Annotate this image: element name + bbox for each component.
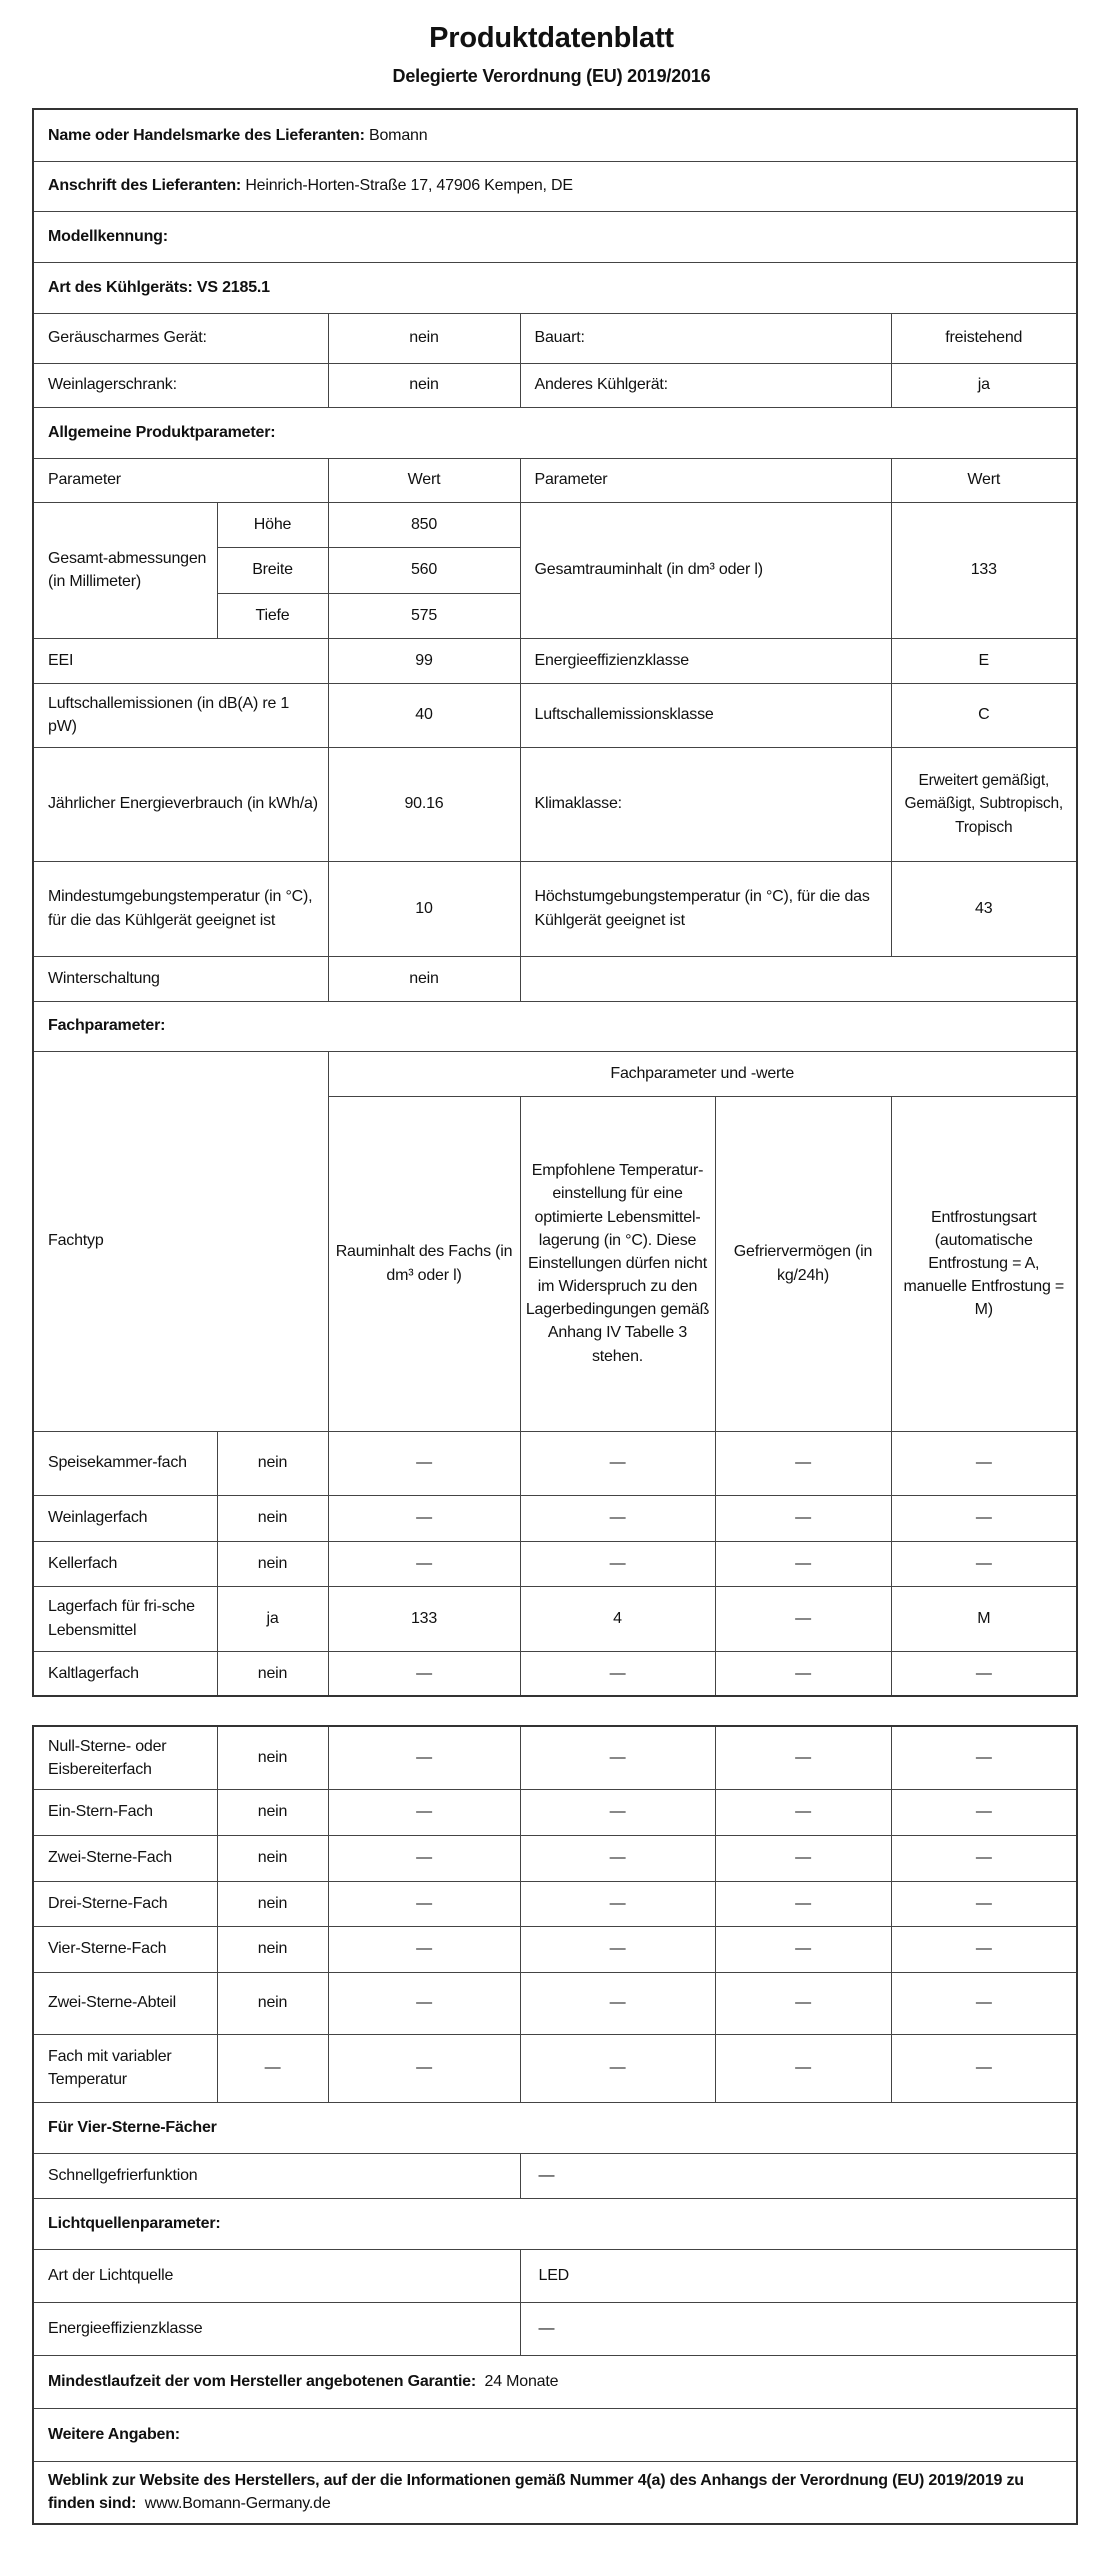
col-header-freezing: Gefriervermögen (in kg/24h) xyxy=(715,1096,891,1431)
compartment-freeze: — xyxy=(715,1541,891,1586)
compartment-temp: — xyxy=(520,1789,715,1835)
compartment-defrost: — xyxy=(891,1926,1077,1972)
product-data-table-2 xyxy=(32,1725,1078,2525)
design-value: freistehend xyxy=(891,313,1077,363)
compartment-row xyxy=(33,1651,1077,1696)
compartment-volume: — xyxy=(328,1789,520,1835)
supplier-address-value: Heinrich-Horten-Straße 17, 47906 Kempen, DE xyxy=(245,177,573,195)
compartment-present: nein xyxy=(217,1726,328,1789)
supplier-name-value: Bomann xyxy=(369,126,428,144)
fast-freeze-value: — xyxy=(520,2153,1077,2198)
compartment-volume: — xyxy=(328,1431,520,1495)
compartment-present: — xyxy=(217,2034,328,2102)
compartment-volume: — xyxy=(328,1541,520,1586)
compartment-freeze: — xyxy=(715,2034,891,2102)
weblink-label: Weblink zur Website des Herstellers, auf der die Informationen gemäß Nummer 4(a) des Anhangs der Verordnung (EU) 2019/2019 zu finden sind: xyxy=(48,2472,1024,2513)
compartment-row xyxy=(33,1789,1077,1835)
compartment-row xyxy=(33,1586,1077,1651)
compartment-row xyxy=(33,1926,1077,1972)
compartment-present: nein xyxy=(217,1495,328,1541)
warranty-value: 24 Monate xyxy=(484,2372,559,2390)
other-device-value: ja xyxy=(891,363,1077,407)
light-type-value: LED xyxy=(520,2249,1077,2302)
page-title: Produktdatenblatt xyxy=(429,22,674,54)
compartment-present: nein xyxy=(217,1541,328,1586)
compartment-present: nein xyxy=(217,1651,328,1696)
compartment-name: Kaltlagerfach xyxy=(33,1651,217,1696)
light-class-label: Energieeffizienzklasse xyxy=(33,2302,520,2355)
width-label: Breite xyxy=(217,547,328,593)
other-device-label: Anderes Kühlgerät: xyxy=(520,363,891,407)
col-header-volume: Rauminhalt des Fachs (in dm³ oder l) xyxy=(328,1096,520,1431)
product-data-table xyxy=(32,108,1078,1697)
eei-value: 99 xyxy=(328,638,520,683)
compartment-defrost: — xyxy=(891,1541,1077,1586)
energy-consumption-label: Jährlicher Energieverbrauch (in kWh/a) xyxy=(33,747,328,861)
compartment-name: Kellerfach xyxy=(33,1541,217,1586)
low-noise-label: Geräuscharmes Gerät: xyxy=(33,313,328,363)
device-type-value: VS 2185.1 xyxy=(196,278,270,296)
noise-value: 40 xyxy=(328,683,520,747)
compartment-volume: — xyxy=(328,1972,520,2034)
compartment-defrost: — xyxy=(891,1789,1077,1835)
compartment-volume: — xyxy=(328,1835,520,1881)
compartment-row xyxy=(33,1726,1077,1789)
wine-cabinet-value: nein xyxy=(328,363,520,407)
compartment-params-heading: Fachparameter: xyxy=(48,1017,166,1035)
compartment-temp: — xyxy=(520,1495,715,1541)
wine-cabinet-label: Weinlagerschrank: xyxy=(33,363,328,407)
col-header-temperature: Empfohlene Temperatur-einstellung für eine optimierte Lebensmittel-lagerung (in °C). Diese Einstellungen dürfen nicht im Widerspruch zu den Lagerbedingungen gemäß Anhang IV Tabelle 3 stehen. xyxy=(520,1096,715,1431)
low-noise-value: nein xyxy=(328,313,520,363)
compartment-temp: — xyxy=(520,1726,715,1789)
depth-value: 575 xyxy=(328,593,520,638)
compartment-freeze: — xyxy=(715,1726,891,1789)
compartment-name: Zwei-Sterne-Abteil xyxy=(33,1972,217,2034)
general-params-heading: Allgemeine Produktparameter: xyxy=(48,423,276,441)
compartment-name: Weinlagerfach xyxy=(33,1495,217,1541)
warranty-label: Mindestlaufzeit der vom Hersteller angebotenen Garantie: xyxy=(48,2372,477,2390)
compartment-freeze: — xyxy=(715,1789,891,1835)
compartment-present: nein xyxy=(217,1789,328,1835)
further-info-heading: Weitere Angaben: xyxy=(48,2425,180,2443)
compartment-temp: — xyxy=(520,1926,715,1972)
compartment-row xyxy=(33,1881,1077,1926)
compartment-volume: — xyxy=(328,1495,520,1541)
supplier-address-label: Anschrift des Lieferanten: xyxy=(48,177,242,195)
compartment-row xyxy=(33,2034,1077,2102)
compartment-freeze: — xyxy=(715,1881,891,1926)
compartment-temp: — xyxy=(520,1541,715,1586)
depth-label: Tiefe xyxy=(217,593,328,638)
weblink-value[interactable]: www.Bomann-Germany.de xyxy=(144,2495,331,2513)
supplier-name-row xyxy=(33,109,1077,161)
compartment-present: nein xyxy=(217,1881,328,1926)
compartment-name: Ein-Stern-Fach xyxy=(33,1789,217,1835)
compartment-freeze: — xyxy=(715,1972,891,2034)
compartment-defrost: — xyxy=(891,1835,1077,1881)
min-temp-value: 10 xyxy=(328,861,520,956)
design-label: Bauart: xyxy=(520,313,891,363)
climate-class-label: Klimaklasse: xyxy=(520,747,891,861)
compartment-freeze: — xyxy=(715,1431,891,1495)
model-id-label: Modellkennung: xyxy=(48,227,168,245)
compartment-freeze: — xyxy=(715,1495,891,1541)
compartment-row xyxy=(33,1972,1077,2034)
col-header-value: Wert xyxy=(328,458,520,502)
height-value: 850 xyxy=(328,502,520,547)
compartment-temp: 4 xyxy=(520,1586,715,1651)
device-type-label: Art des Kühlgeräts: xyxy=(48,278,193,296)
compartment-defrost: — xyxy=(891,1495,1077,1541)
noise-class-value: C xyxy=(891,683,1077,747)
compartment-volume: — xyxy=(328,1926,520,1972)
supplier-address-row xyxy=(33,161,1077,211)
compartment-name: Null-Sterne- oder Eisbereiterfach xyxy=(33,1726,217,1789)
compartment-row xyxy=(33,1541,1077,1586)
compartment-freeze: — xyxy=(715,1926,891,1972)
compartment-present: nein xyxy=(217,1835,328,1881)
noise-label: Luftschallemissionen (in dB(A) re 1 pW) xyxy=(33,683,328,747)
width-value: 560 xyxy=(328,547,520,593)
compartment-temp: — xyxy=(520,1835,715,1881)
compartment-name: Vier-Sterne-Fach xyxy=(33,1926,217,1972)
compartment-defrost: — xyxy=(891,1972,1077,2034)
total-volume-label: Gesamtrauminhalt (in dm³ oder l) xyxy=(520,502,891,638)
dimensions-label: Gesamt-abmessungen (in Millimeter) xyxy=(33,502,217,638)
winter-value: nein xyxy=(328,956,520,1001)
compartment-present: nein xyxy=(217,1972,328,2034)
compartment-type-header: Fachtyp xyxy=(33,1051,328,1431)
empty-cell xyxy=(520,956,1077,1001)
min-temp-label: Mindestumgebungstemperatur (in °C), für die das Kühlgerät geeignet ist xyxy=(33,861,328,956)
compartment-volume: 133 xyxy=(328,1586,520,1651)
compartment-row xyxy=(33,1835,1077,1881)
noise-class-label: Luftschallemissionsklasse xyxy=(520,683,891,747)
compartment-group-header: Fachparameter und -werte xyxy=(328,1051,1077,1096)
compartment-volume: — xyxy=(328,2034,520,2102)
light-type-label: Art der Lichtquelle xyxy=(33,2249,520,2302)
compartment-volume: — xyxy=(328,1651,520,1696)
max-temp-label: Höchstumgebungstemperatur (in °C), für die das Kühlgerät geeignet ist xyxy=(520,861,891,956)
compartment-defrost: M xyxy=(891,1586,1077,1651)
light-source-heading: Lichtquellenparameter: xyxy=(48,2214,221,2232)
four-star-heading: Für Vier-Sterne-Fächer xyxy=(48,2118,217,2136)
compartment-defrost: — xyxy=(891,2034,1077,2102)
page-subtitle: Delegierte Verordnung (EU) 2019/2016 xyxy=(392,66,711,86)
light-class-value: — xyxy=(520,2302,1077,2355)
winter-label: Winterschaltung xyxy=(33,956,328,1001)
compartment-row xyxy=(33,1495,1077,1541)
compartment-present: ja xyxy=(217,1586,328,1651)
compartment-defrost: — xyxy=(891,1651,1077,1696)
compartment-temp: — xyxy=(520,1651,715,1696)
total-volume-value: 133 xyxy=(891,502,1077,638)
compartment-name: Zwei-Sterne-Fach xyxy=(33,1835,217,1881)
compartment-volume: — xyxy=(328,1881,520,1926)
efficiency-class-value: E xyxy=(891,638,1077,683)
compartment-defrost: — xyxy=(891,1881,1077,1926)
compartment-temp: — xyxy=(520,2034,715,2102)
energy-consumption-value: 90.16 xyxy=(328,747,520,861)
efficiency-class-label: Energieeffizienzklasse xyxy=(520,638,891,683)
compartment-freeze: — xyxy=(715,1651,891,1696)
eei-label: EEI xyxy=(33,638,328,683)
fast-freeze-label: Schnellgefrierfunktion xyxy=(33,2153,520,2198)
compartment-freeze: — xyxy=(715,1835,891,1881)
height-label: Höhe xyxy=(217,502,328,547)
compartment-present: nein xyxy=(217,1431,328,1495)
max-temp-value: 43 xyxy=(891,861,1077,956)
compartment-row xyxy=(33,1431,1077,1495)
compartment-name: Speisekammer-fach xyxy=(33,1431,217,1495)
col-header-parameter-2: Parameter xyxy=(520,458,891,502)
compartment-temp: — xyxy=(520,1972,715,2034)
compartment-temp: — xyxy=(520,1431,715,1495)
compartment-freeze: — xyxy=(715,1586,891,1651)
compartment-volume: — xyxy=(328,1726,520,1789)
compartment-name: Lagerfach für fri-sche Lebensmittel xyxy=(33,1586,217,1651)
compartment-present: nein xyxy=(217,1926,328,1972)
climate-class-value: Erweitert gemäßigt, Gemäßigt, Subtropisch, Tropisch xyxy=(891,747,1077,861)
col-header-defrost: Entfrostungsart (automatische Entfrostung = A, manuelle Entfrostung = M) xyxy=(891,1096,1077,1431)
col-header-value-2: Wert xyxy=(891,458,1077,502)
compartment-defrost: — xyxy=(891,1726,1077,1789)
compartment-name: Fach mit variabler Temperatur xyxy=(33,2034,217,2102)
col-header-parameter: Parameter xyxy=(33,458,328,502)
supplier-name-label: Name oder Handelsmarke des Lieferanten: xyxy=(48,126,365,144)
compartment-defrost: — xyxy=(891,1431,1077,1495)
compartment-temp: — xyxy=(520,1881,715,1926)
compartment-name: Drei-Sterne-Fach xyxy=(33,1881,217,1926)
